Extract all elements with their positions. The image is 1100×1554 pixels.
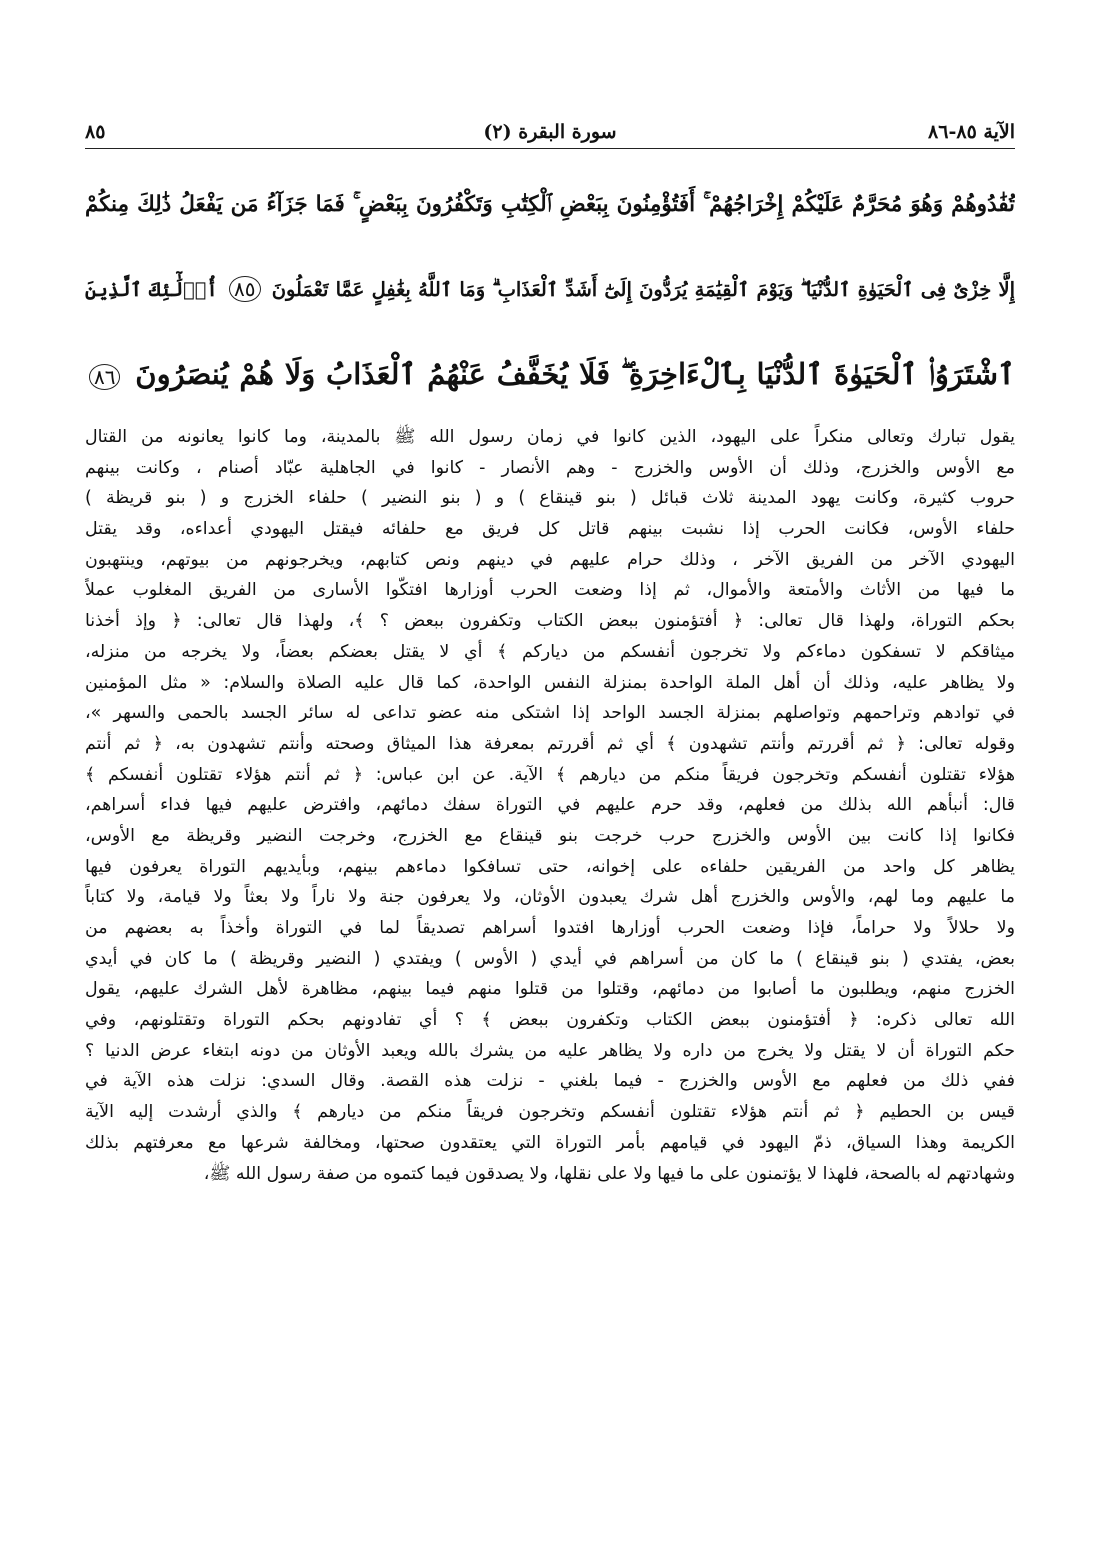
text-line: ميثاقكم لا تسفكون دماءكم ولا تخرجون أنفسكم من دياركم ﴾ أي لا يقتل بعضكم بعضاً، ولا يخرجه من منزله، xyxy=(85,641,1015,662)
text-line: ولا حلالاً ولا حراماً، فإذا وضعت الحرب أوزارها افتدوا أسراهم تصديقاً لما في التوراة وأخذاً به بعضهم من xyxy=(85,918,1015,938)
text-line: حكم التوراة أن لا يقتل ولا يخرج من داره ولا يظاهر عليه من يشرك بالله ويعبد الأوثان من دونه ابتغاء عرض الدنيا ؟ xyxy=(85,1040,1015,1061)
text-line: اليهودي الآخر من الفريق الآخر ، وذلك حرام عليهم في دينهم ونص كتابهم، ويخرجونهم من بيوتهم، وينتهبون xyxy=(85,549,1015,570)
verse-line xyxy=(85,247,1015,332)
text-line: في توادهم وتراحمهم وتواصلهم بمنزلة الجسد الواحد إذا اشتكى منه عضو تداعى له سائر الجسد بالحمى والسهر »، xyxy=(85,703,1015,724)
verse-line xyxy=(85,162,1015,247)
text-line: يظاهر كل واحد من الفريقين حلفاءه على إخوانه، حتى تسافكوا دماءهم بينهم، وبأيديهم التوراة يعرفون فيها xyxy=(85,856,1015,877)
text-line: الخزرج منهم، ويطلبون ما أصابوا من دمائهم، وقتلوا من قتلوا منهم فيما بينهم، مظاهرة لأهل الشرك عليهم، يقول xyxy=(85,979,1015,1000)
tafsir-text xyxy=(85,422,1015,1189)
text-line: الكريمة وهذا السياق، ذمّ اليهود في قيامهم بأمر التوراة التي يعتقدون صحتها، ومخالفة شرعها مع معرفتهم بذلك xyxy=(85,1132,1015,1153)
text-line: ولا يظاهر عليه، وذلك أن أهل الملة الواحدة بمنزلة النفس الواحدة، كما قال عليه الصلاة والسلام: « مثل المؤمنين xyxy=(85,672,1015,693)
verse-text: تُفَٰدُوهُمْ وَهُوَ مُحَرَّمٌ عَلَيْكُمْ إِخْرَاجُهُمْ ۚ أَفَتُؤْمِنُونَ بِبَعْضِ ٱلْكِتَٰبِ وَتَكْفُرُونَ بِبَعْضٍ ۚ فَمَا جَزَآءُ مَن يَفْعَلُ ذَٰلِكَ مِنكُمْ xyxy=(85,192,1015,217)
text-line: وقوله تعالى: ﴿ ثم أقررتم وأنتم تشهدون ﴾ أي ثم أقررتم بمعرفة هذا الميثاق وصحته وأنتم تشهدون به، ﴿ ثم أنتم xyxy=(85,733,1015,754)
quran-verses xyxy=(85,162,1015,417)
text-line: هؤلاء تقتلون أنفسكم وتخرجون فريقاً منكم من ديارهم ﴾ الآية. عن ابن عباس: ﴿ ثم أنتم هؤلاء تقتلون أنفسكم ﴾ xyxy=(85,764,1015,785)
verse-line xyxy=(85,332,1015,417)
verse-number-marker: ٨٥ xyxy=(229,276,260,302)
text-line: بحكم التوراة، ولهذا قال تعالى: ﴿ أفتؤمنون ببعض الكتاب وتكفرون ببعض ؟ ﴾، ولهذا قال تعالى: ﴿ وإذ أخذنا xyxy=(85,611,1015,632)
text-line: حروب كثيرة، وكانت يهود المدينة ثلاث قبائل ( بنو قينقاع ) و ( بنو النضير ) حلفاء الخزرج و ( بنو قريظة ) xyxy=(85,488,1015,509)
verse-number-marker: ٨٦ xyxy=(89,364,120,390)
text-line: قيس بن الحطيم ﴿ ثم أنتم هؤلاء تقتلون أنفسكم وتخرجون فريقاً منكم من ديارهم ﴾ والذي أرشدت إليه الآية xyxy=(85,1102,1015,1123)
text-line: مع الأوس والخزرج، وذلك أن الأوس والخزرج - وهم الأنصار - كانوا في الجاهلية عبّاد أصنام ، وكانت بينهم xyxy=(85,457,1015,478)
text-line: فكانوا إذا كانت بين الأوس والخزرج حرب خرجت بنو قينقاع مع الخزرج، وخرجت النضير وقريظة مع الأوس، xyxy=(85,825,1015,846)
verse-reference: الآية ٨٥-٨٦ xyxy=(928,121,1015,143)
text-line: ما فيها من الأثاث والأمتعة والأموال، ثم إذا وضعت الحرب أوزارها افتكّوا الأسارى من الفريق المغلوب عملاً xyxy=(85,580,1015,601)
text-line: وشهادتهم له بالصحة، فلهذا لا يؤتمنون على ما فيها ولا على نقلها، ولا يصدقون فيما كتموه من صفة رسول الله ﷺ، xyxy=(203,1163,1015,1184)
text-line: قال: أنبأهم الله بذلك من فعلهم، وقد حرم عليهم في التوراة سفك دمائهم، وافترض عليهم فيها فداء أسراهم، xyxy=(85,795,1015,816)
page-number: ٨٥ xyxy=(85,121,106,143)
page-header xyxy=(85,108,1015,149)
text-line: حلفاء الأوس، فكانت الحرب إذا نشبت بينهم قاتل كل فريق مع حلفائه فيقتل اليهودي أعداءه، وقد يقتل xyxy=(85,519,1015,540)
text-line: يقول تبارك وتعالى منكراً على اليهود، الذين كانوا في زمان رسول الله ﷺ بالمدينة، وما كانوا يعانونه من القتال xyxy=(85,427,1015,447)
verse-text: إِلَّا خِزْىٌ فِى ٱلْحَيَوٰةِ ٱلدُّنْيَا ۖ وَيَوْمَ ٱلْقِيَٰمَةِ يُرَدُّونَ إِلَىٰٓ أَشَدِّ ٱلْعَذَابِ ۗ وَمَا ٱللَّهُ بِغَٰفِلٍ عَمَّا تَعْمَلُونَ xyxy=(271,278,1015,301)
verse-text: أُو۟لَٰٓئِكَ ٱلَّذِينَ xyxy=(85,278,218,301)
text-line: بعض، يفتدي ( بنو قينقاع ) ما كان من أسراهم في أيدي ( الأوس ) ويفتدي ( النضير وقريظة ) ما كان في أيدي xyxy=(85,948,1015,969)
surah-title: (٢) سورة البقرة xyxy=(483,121,617,143)
text-line: ففي ذلك من فعلهم مع الأوس والخزرج - فيما بلغني - نزلت هذه القصة. وقال السدي: نزلت هذه الآية في xyxy=(85,1071,1015,1092)
text-line: الله تعالى ذكره: ﴿ أفتؤمنون ببعض الكتاب وتكفرون ببعض ﴾ ؟ أي تفادونهم بحكم التوراة وتقتلونهم، وفي xyxy=(85,1010,1015,1031)
text-line: ما عليهم وما لهم، والأوس والخزرج أهل شرك يعبدون الأوثان، ولا يعرفون جنة ولا ناراً ولا بعثاً ولا قيامة، ولا كتاباً xyxy=(85,887,1015,908)
verse-text: ٱشْتَرَوُا۟ ٱلْحَيَوٰةَ ٱلدُّنْيَا بِٱلْءَاخِرَةِ ۖ فَلَا يُخَفَّفُ عَنْهُمُ ٱلْعَذَابُ وَلَا هُمْ يُنصَرُونَ xyxy=(135,357,1015,391)
